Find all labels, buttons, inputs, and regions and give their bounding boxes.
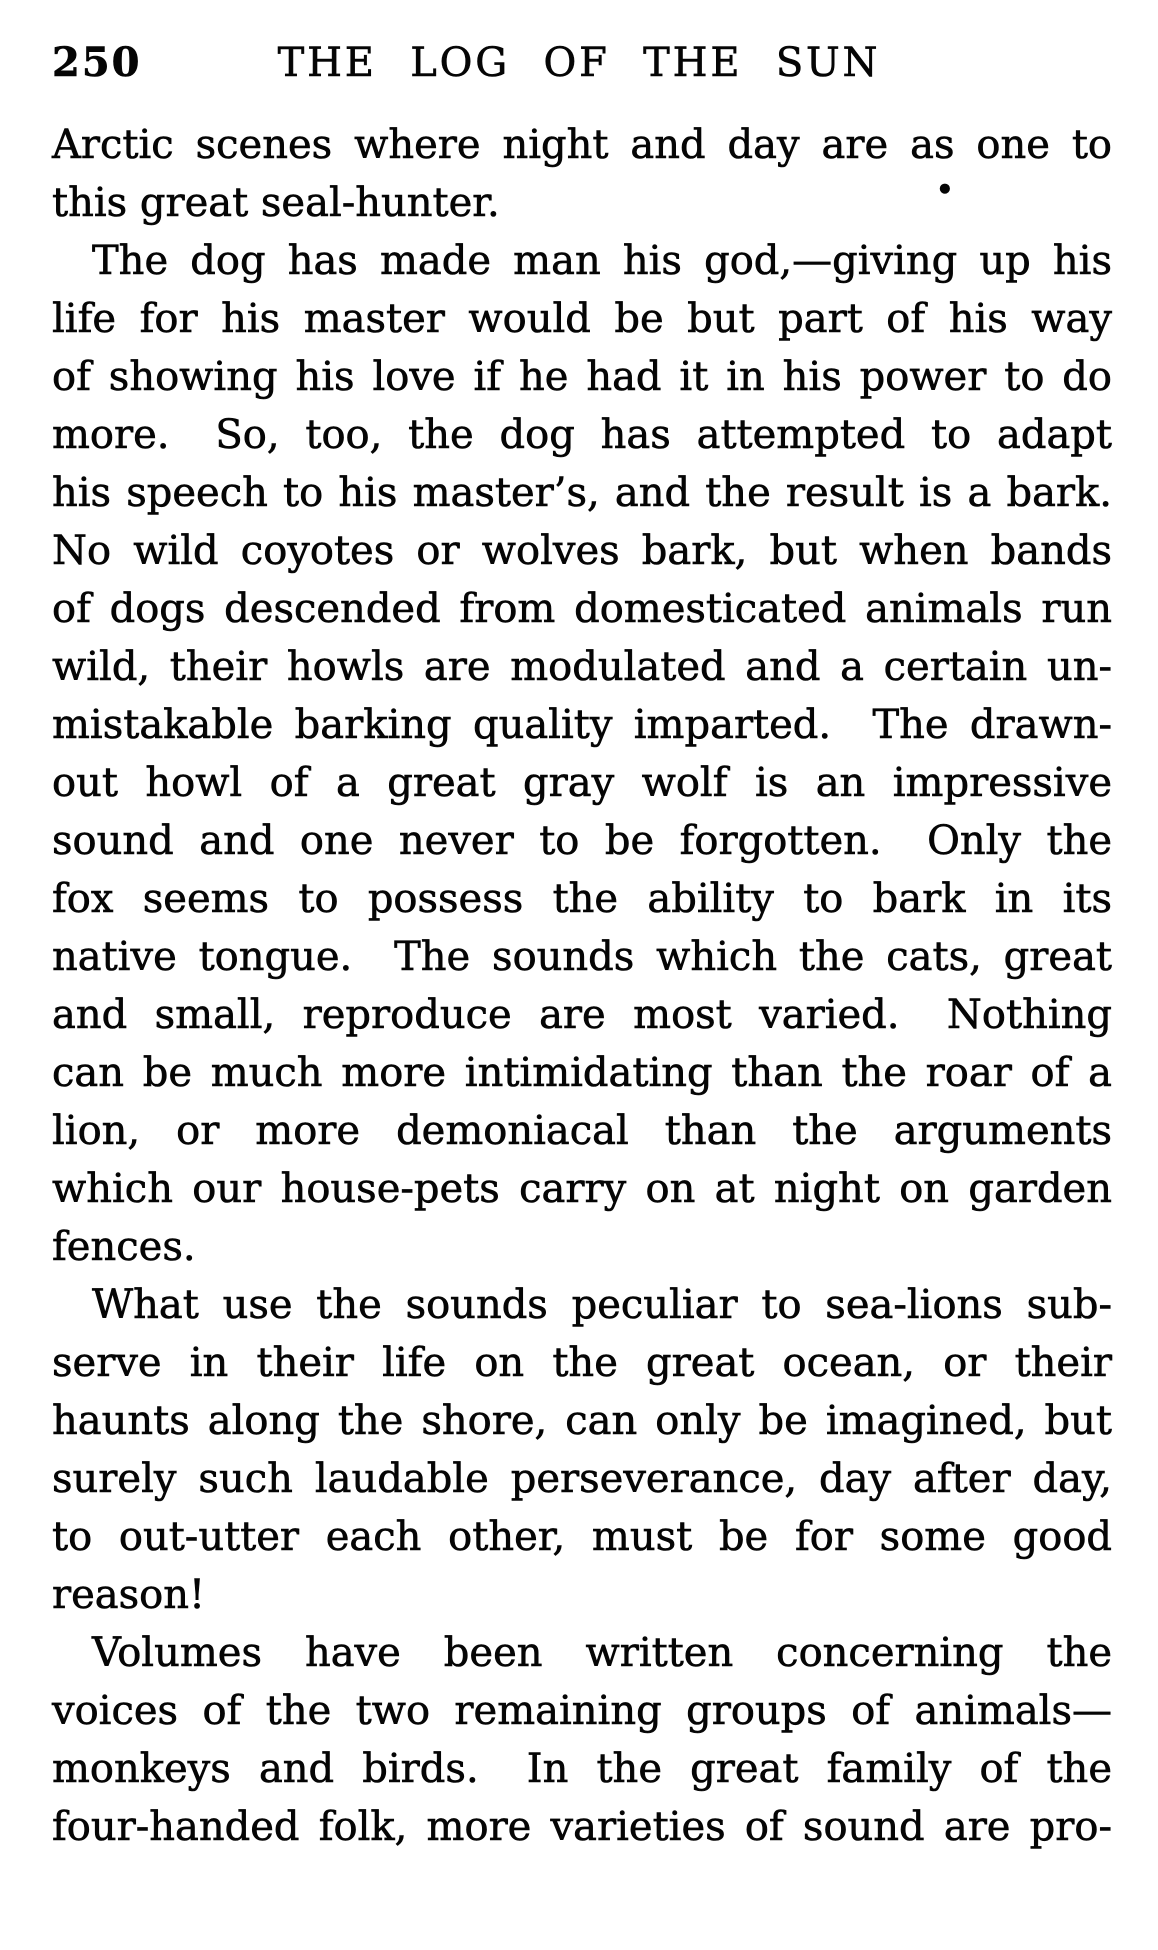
- text-line: No wild coyotes or wolves bark, but when bands: [52, 528, 1112, 574]
- text-line: more. So, too, the dog has attempted to adapt: [52, 412, 1112, 458]
- page-header: [0, 39, 1158, 103]
- text-line: life for his master would be but part of his way: [52, 296, 1112, 342]
- text-line: out howl of a great gray wolf is an impressive: [52, 760, 1112, 806]
- text-line: monkeys and birds. In the great family of the: [52, 1746, 1112, 1792]
- text-line: this great seal-hunter.: [52, 180, 500, 226]
- text-line: The dog has made man his god,—giving up his: [92, 238, 1112, 284]
- text-line: serve in their life on the great ocean, or their: [52, 1340, 1112, 1386]
- text-line: Volumes have been written concerning the: [92, 1630, 1112, 1676]
- text-line: lion, or more demoniacal than the arguments: [52, 1108, 1112, 1154]
- text-line: of dogs descended from domesticated animals run: [52, 586, 1112, 632]
- text-line: native tongue. The sounds which the cats, great: [52, 934, 1112, 980]
- text-line: and small, reproduce are most varied. Nothing: [52, 992, 1112, 1038]
- text-line: can be much more intimidating than the roar of a: [52, 1050, 1112, 1096]
- text-line: which our house-pets carry on at night on garden: [52, 1166, 1112, 1212]
- text-line: wild, their howls are modulated and a certain un-: [52, 644, 1112, 690]
- text-line: mistakable barking quality imparted. The drawn-: [52, 702, 1112, 748]
- text-line: four-handed folk, more varieties of sound are pro-: [52, 1804, 1112, 1850]
- text-line: Arctic scenes where night and day are as one to: [52, 122, 1112, 168]
- running-title: THE LOG OF THE SUN: [277, 40, 881, 86]
- ink-speck-mark: •: [936, 173, 954, 208]
- text-line: fox seems to possess the ability to bark in its: [52, 876, 1112, 922]
- paragraph: [52, 1624, 1112, 1856]
- text-line: surely such laudable perseverance, day after day,: [52, 1456, 1112, 1502]
- text-line: his speech to his master’s, and the result is a bark.: [52, 470, 1112, 516]
- text-line: reason!: [52, 1572, 206, 1618]
- text-line: What use the sounds peculiar to sea-lions sub-: [92, 1282, 1112, 1328]
- text-line: to out-utter each other, must be for some good: [52, 1514, 1112, 1560]
- text-line: haunts along the shore, can only be imagined, but: [52, 1398, 1112, 1444]
- text-line: sound and one never to be forgotten. Only the: [52, 818, 1112, 864]
- page-number: 250: [52, 39, 142, 86]
- paragraph: [52, 1276, 1112, 1624]
- page-body: [52, 116, 1112, 1856]
- text-line: of showing his love if he had it in his power to do: [52, 354, 1112, 400]
- paragraph: [52, 232, 1112, 1276]
- paragraph: [52, 116, 1112, 232]
- text-line: fences.: [52, 1224, 196, 1270]
- text-line: voices of the two remaining groups of animals—: [52, 1688, 1112, 1734]
